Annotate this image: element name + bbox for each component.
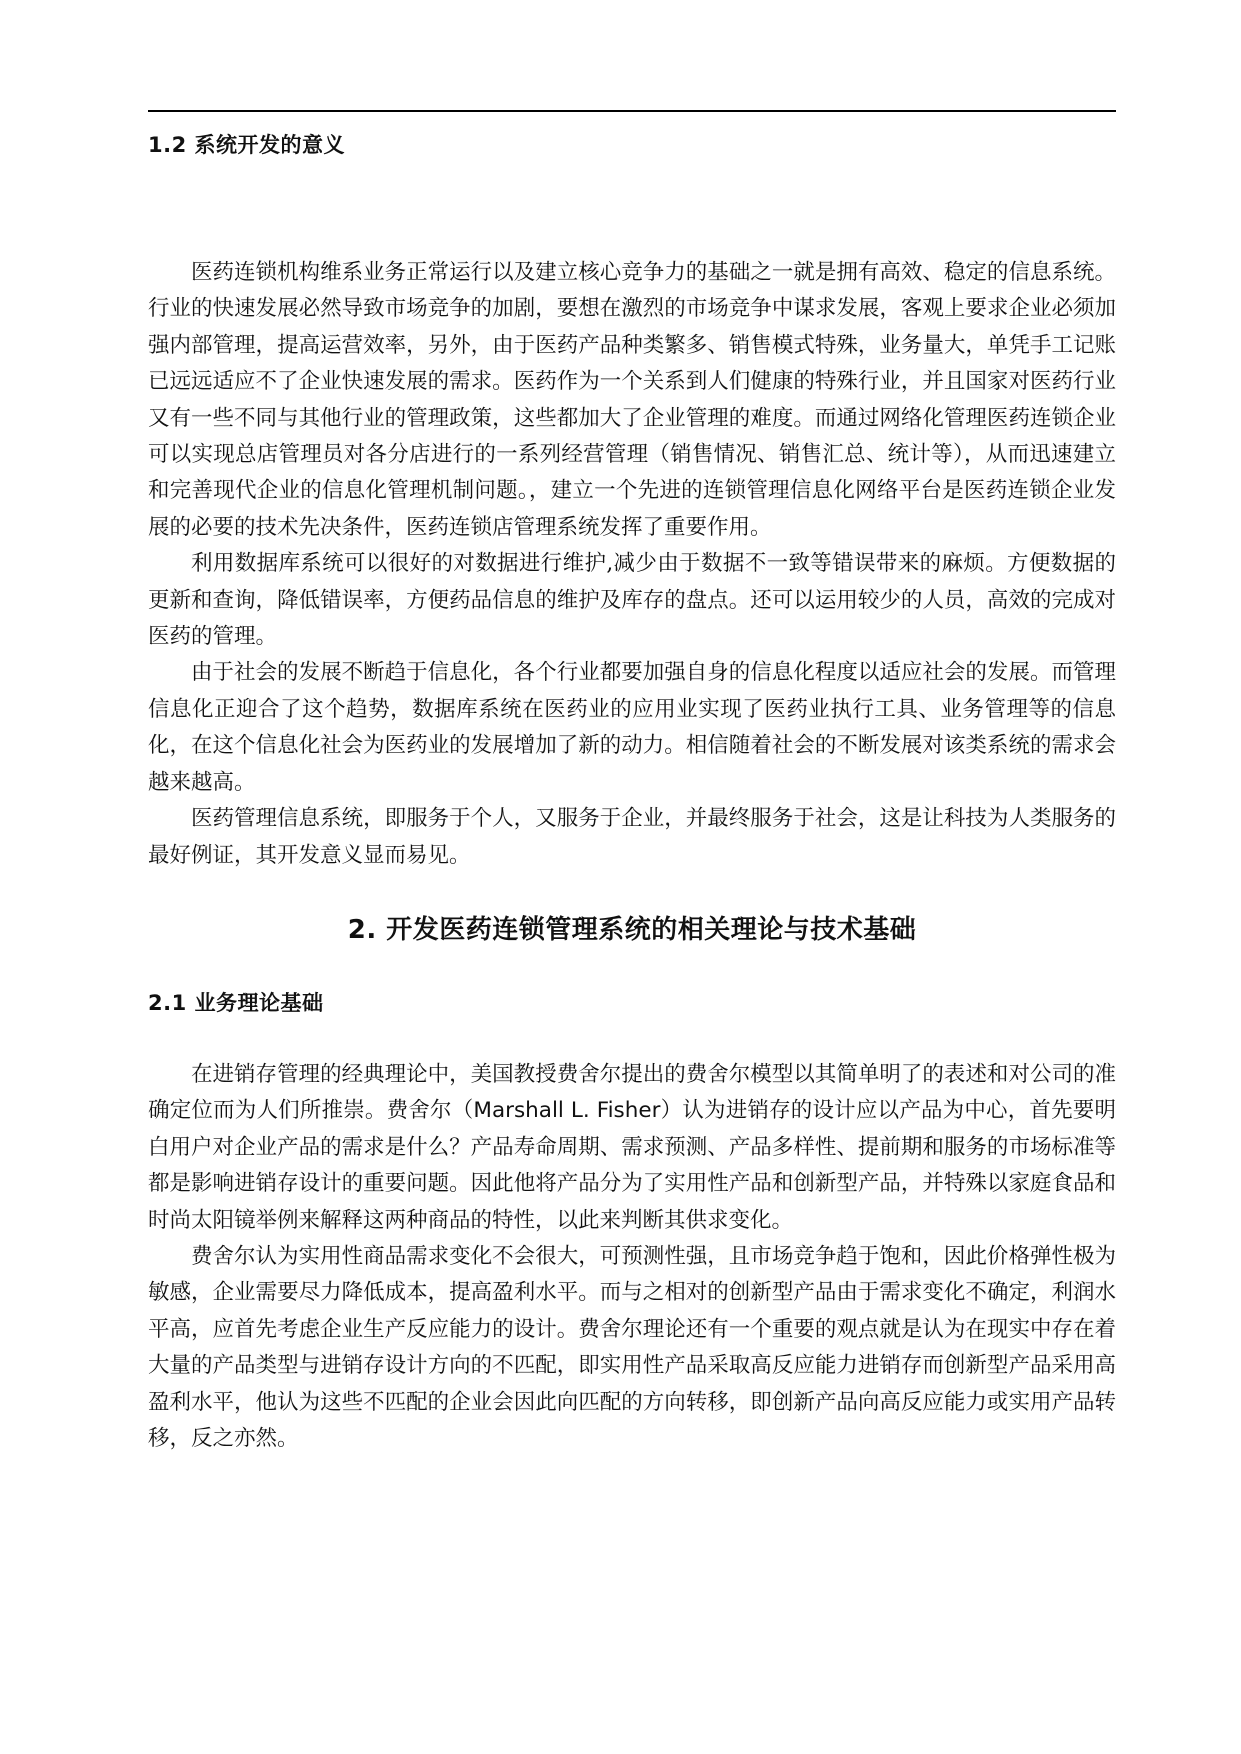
paragraph-2-1-b: 费舍尔认为实用性商品需求变化不会很大，可预测性强，且市场竞争趋于饱和，因此价格弹性极为敏感，企业需要尽力降低成本，提高盈利水平。而与之相对的创新型产品由于需求变化不确定，利润水平高，应首先考虑企业生产反应能力的设计。费舍尔理论还有一个重要的观点就是认为在现实中存在着大量的产品类型与进销存设计方向的不匹配，即实用性产品采取高反应能力进销存而创新型产品采用高盈利水平，他认为这些不匹配的企业会因此向匹配的方向转移，即创新产品向高反应能力或实用产品转移，反之亦然。 [148, 1243, 1116, 1451]
page-content [148, 130, 1116, 1457]
paragraph-1-2-c: 由于社会的发展不断趋于信息化，各个行业都要加强自身的信息化程度以适应社会的发展。而管理信息化正迎合了这个趋势，数据库系统在医药业的应用业实现了医药业执行工具、业务管理等的信息化，在这个信息化社会为医药业的发展增加了新的动力。相信随着社会的不断发展对该类系统的需求会越来越高。 [148, 660, 1116, 795]
section-heading-1-2: 1.2 系统开发的意义 [148, 133, 346, 157]
paragraph-2-1-a-text-2: ）认为进销存的设计应以产品为中心，首先要明白用户对企业产品的需求是什么？产品寿命周期、需求预测、产品多样性、提前期和服务的市场标准等都是影响进销存设计的重要问题。因此他将产品分为了实用性产品和创新型产品，并特殊以家庭食品和时尚太阳镜举例来解释这两种商品的特性，以此来判断其供求变化。 [148, 1098, 1116, 1233]
fisher-name: Marshall L. Fisher [473, 1098, 661, 1124]
paragraph-2-1-a-text-1: 在进销存管理的经典理论中，美国教授费舍尔提出的费舍尔模型以其简单明了的表述和对公司的准确定位而为人们所推崇。费舍尔（ [148, 1061, 1116, 1124]
paragraph-1-2-a: 医药连锁机构维系业务正常运行以及建立核心竞争力的基础之一就是拥有高效、稳定的信息系统。行业的快速发展必然导致市场竞争的加剧，要想在激烈的市场竞争中谋求发展，客观上要求企业必须加强内部管理，提高运营效率，另外，由于医药产品种类繁多、销售模式特殊，业务量大，单凭手工记账已远远适应不了企业快速发展的需求。医药作为一个关系到人们健康的特殊行业，并且国家对医药行业又有一些不同与其他行业的管理政策，这些都加大了企业管理的难度。而通过网络化管理医药连锁企业可以实现总店管理员对各分店进行的一系列经营管理（销售情况、销售汇总、统计等），从而迅速建立和完善现代企业的信息化管理机制问题。，建立一个先进的连锁管理信息化网络平台是医药连锁企业发展的必要的技术先决条件，医药连锁店管理系统发挥了重要作用。 [148, 260, 1116, 540]
paragraph-2-1-a [148, 1057, 1116, 1239]
paragraph-1-2-b: 利用数据库系统可以很好的对数据进行维护,减少由于数据不一致等错误带来的麻烦。方便数据的更新和查询，降低错误率，方便药品信息的维护及库存的盘点。还可以运用较少的人员，高效的完成对医药的管理。 [148, 551, 1116, 650]
section-heading-2-1: 2.1 业务理论基础 [148, 990, 324, 1015]
chapter-heading-2: 2. 开发医药连锁管理系统的相关理论与技术基础 [347, 914, 917, 945]
paragraph-1-2-d: 医药管理信息系统，即服务于个人，又服务于企业，并最终服务于社会，这是让科技为人类服务的最好例证，其开发意义显而易见。 [148, 806, 1116, 868]
header-rule [148, 110, 1116, 112]
